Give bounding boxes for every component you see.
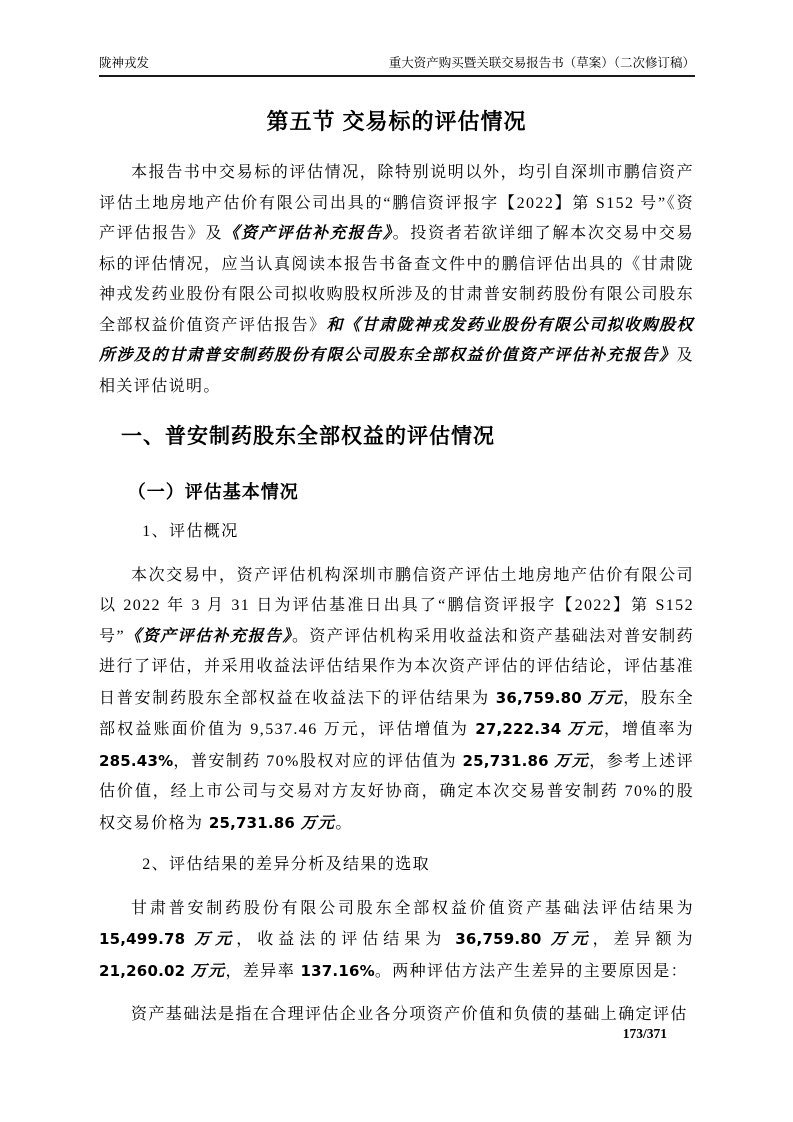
text-run-normal: ，参考上述评估价值，经上市公司与交易对方友好协商，确定本次交易普安制药 70%的股权交易价格为 xyxy=(99,752,694,832)
text-run-normal: 。两种评估方法产生差异的主要原因是： xyxy=(374,962,689,980)
text-run-normal: 。 xyxy=(335,814,353,832)
text-run-bold-italic: 万元 xyxy=(194,931,237,948)
text-run-normal: ，收益法的评估结果为 xyxy=(236,931,456,948)
text-run-normal: 本报告书中交易标的评估情况，除特别说明以外，均引自深圳市鹏信资产评估土地房地产估价有限公司出具的“鹏信资评报字【2022】第 S152 号”《资产评估报告》及 xyxy=(99,164,694,242)
text-run-normal: 。资产评估机构采用收益法和资产基础法对普安制药进行了评估，并采用收益法评估结果作为本次资产评估的评估结论，评估基准日普安制药股东全部权益在收益法下的评估结果为 xyxy=(99,627,694,707)
text-run-normal: 及相关评估说明。 xyxy=(99,347,694,395)
header-company-name: 陇神戎发 xyxy=(99,56,150,70)
paragraph xyxy=(99,561,694,840)
text-run-normal: 甘肃普安制药股份有限公司股东全部权益价值资产基础法评估结果为 xyxy=(131,899,694,917)
text-run-normal: 本次交易中，资产评估机构深圳市鹏信资产评估土地房地产估价有限公司以 2022 年 3 月 31 日为评估基准日出具了“鹏信资评报字【2022】第 S152 号” xyxy=(99,566,694,645)
text-run-bold-italic: 和《甘肃陇神戎发药业股份有限公司拟收购股权所涉及的甘肃普安制药股份有限公司股东全部权益价值资产评估补充报告》 xyxy=(99,316,695,364)
page-header xyxy=(99,54,695,77)
text-run-normal: 。投资者若欲详细了解本次交易中交易标的评估情况，应当认真阅读本报告书备查文件中的鹏信评估出具的《甘肃陇神戎发药业股份有限公司拟收购股权所涉及的甘肃普安制药股份有限公司股东全部权益价值资产评估报告》 xyxy=(99,225,694,334)
text-run-bold: 36,759.80 xyxy=(495,688,588,707)
text-run-bold: 21,260.02 xyxy=(99,961,191,980)
text-run-normal: ，差异率 xyxy=(225,962,301,980)
heading2: （一）评估基本情况 xyxy=(127,482,299,502)
text-run-bold: 25,731.86 xyxy=(208,813,301,832)
paragraph xyxy=(99,1000,694,1031)
text-run-bold-italic: 万元 xyxy=(587,689,624,707)
text-run-bold-italic: 《资产评估补充报告》 xyxy=(125,627,292,645)
text-run-normal: ，普安制药 70%股权对应的评估值为 xyxy=(173,752,463,770)
subheading: 2、评估结果的差异分析及结果的选取 xyxy=(142,856,430,873)
text-run-bold: 285.43% xyxy=(99,751,174,770)
text-run-normal: ，股东全部权益账面价值为 9,537.46 万元，评估增值为 xyxy=(99,689,694,738)
text-run-bold: 25,731.86 xyxy=(462,751,555,770)
heading1: 一、普安制药股东全部权益的评估情况 xyxy=(121,425,496,448)
text-run-bold-italic: 《资产评估补充报告》 xyxy=(223,225,393,242)
text-run-bold: 36,759.80 xyxy=(455,930,551,948)
paragraph xyxy=(99,894,694,988)
text-run-bold-italic: 万元 xyxy=(190,962,226,980)
text-run-bold: 27,222.34 xyxy=(475,720,568,738)
text-run-bold-italic: 万元 xyxy=(550,931,593,948)
text-run-normal: 资产基础法是指在合理评估企业各分项资产价值和负债的基础上确定评估 xyxy=(131,1006,688,1023)
document-body xyxy=(99,158,694,1031)
section-title: 第五节 交易标的评估情况 xyxy=(266,109,527,134)
text-run-normal: ，差异额为 xyxy=(592,931,694,948)
text-run-bold-italic: 万元 xyxy=(554,752,590,770)
paragraph xyxy=(99,158,694,402)
subheading: 1、评估概况 xyxy=(142,523,239,540)
page-number: 173/371 xyxy=(622,1026,667,1041)
document-content xyxy=(99,100,694,1031)
text-run-bold: 137.16% xyxy=(300,961,375,980)
text-run-bold: 15,499.78 xyxy=(99,930,195,948)
header-report-title: 重大资产购买暨关联交易报告书（草案）（二次修订稿） xyxy=(388,56,695,70)
text-run-normal: ，增值率为 xyxy=(603,721,694,738)
text-run-bold-italic: 万元 xyxy=(567,721,604,738)
text-run-bold-italic: 万元 xyxy=(300,814,336,832)
